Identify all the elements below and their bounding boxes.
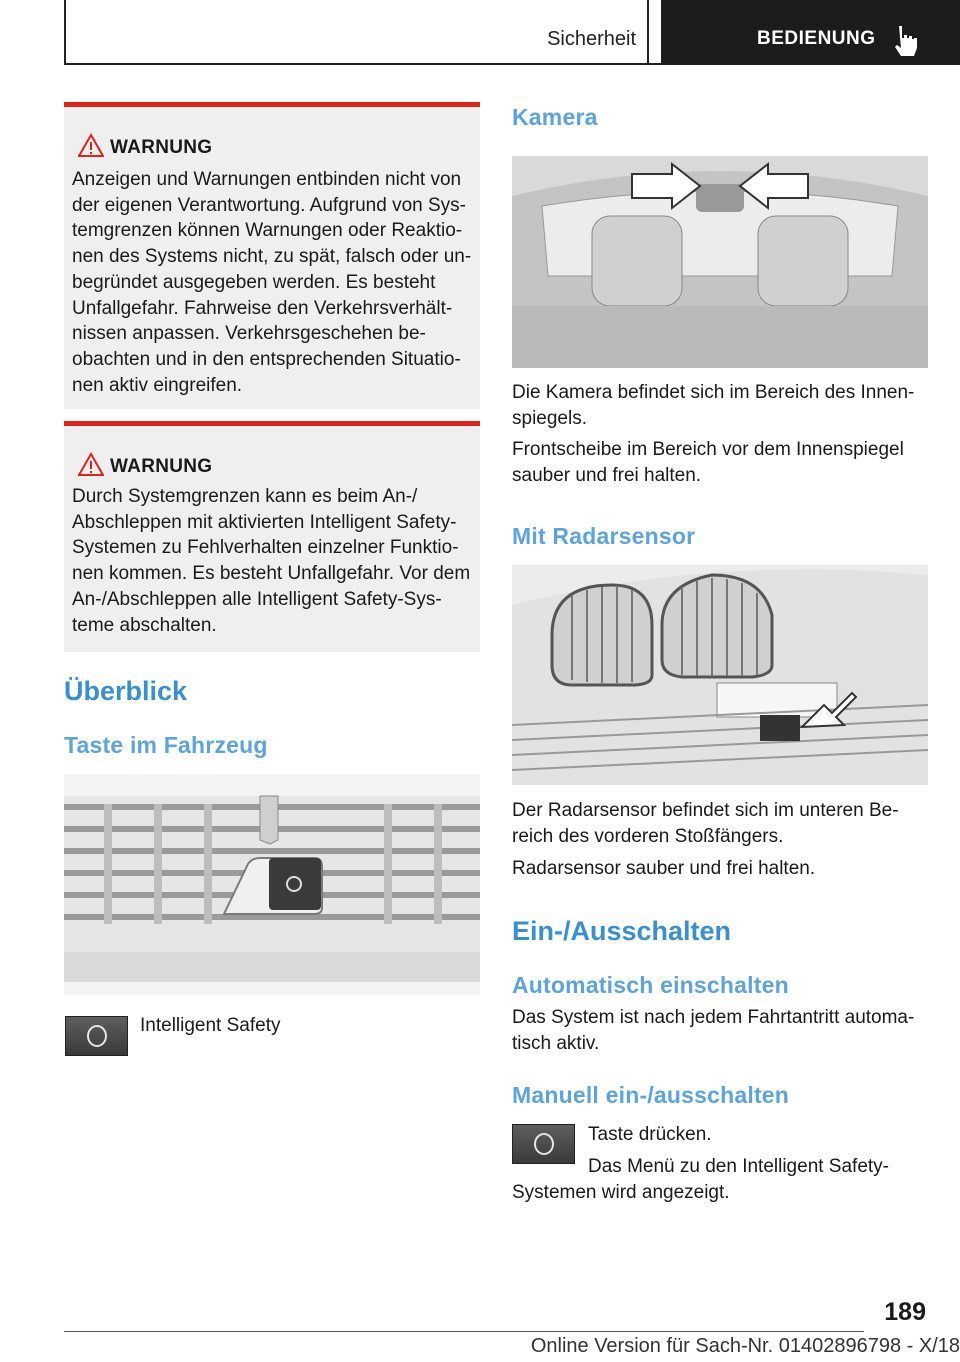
camera-paragraph-1: Die Kamera befindet sich im Bereich des Innen- spiegels. (512, 382, 915, 429)
manual-paragraph-2-line-2: Systemen wird angezeigt. (512, 1182, 730, 1203)
warning-line: Abschleppen mit aktivierten Intelligent Safety- (72, 511, 457, 533)
warning-box-2 (64, 421, 480, 652)
manual-paragraph-2-line-1: Das Menü zu den Intelligent Safety- (588, 1156, 890, 1177)
intelligent-safety-icon (512, 1124, 575, 1164)
camera-paragraph-2: Frontscheibe im Bereich vor dem Innenspiegel sauber und frei halten. (512, 439, 904, 486)
warning-line: begründet ausgegeben werden. Es besteht (72, 271, 436, 293)
pointing-hand-icon (893, 24, 919, 56)
warning-line: nen des Systems nicht, zu spät, falsch oder un- (72, 246, 472, 268)
heading-button-in-vehicle: Taste im Fahrzeug (64, 732, 268, 758)
warning-text (72, 167, 474, 398)
footer-rule (64, 1331, 864, 1332)
warning-title: WARNUNG (110, 456, 213, 477)
page-number: 189 (884, 1298, 926, 1326)
warning-triangle-icon (78, 133, 104, 159)
section-title: Sicherheit (547, 28, 636, 50)
warning-title: WARNUNG (110, 137, 213, 158)
button-caption: Intelligent Safety (140, 1015, 281, 1036)
warning-line: Systemen zu Fehlverhalten einzelner Funktio- (72, 537, 459, 559)
warning-line: nissen anpassen. Verkehrsgeschehen be- (72, 323, 426, 345)
heading-auto-on: Automatisch einschalten (512, 972, 789, 998)
heading-camera: Kamera (512, 104, 598, 130)
warning-line: Anzeigen und Warnungen entbinden nicht von (72, 169, 462, 190)
warning-line: Unfallgefahr. Fahrweise den Verkehrsverhält- (72, 297, 453, 319)
radar-image (512, 565, 928, 785)
chapter-tab[interactable] (661, 0, 960, 64)
warning-triangle-icon (78, 452, 104, 478)
footer-online-version: Online Version für Sach-Nr. 01402896798 - X/18 (530, 1335, 960, 1357)
heading-manual-on-off: Manuell ein-/ausschalten (512, 1082, 790, 1108)
auto-paragraph: Das System ist nach jedem Fahrtantritt automa- tisch aktiv. (512, 1007, 915, 1054)
manual-paragraph-1: Taste drücken. (588, 1124, 712, 1145)
intelligent-safety-icon (65, 1016, 128, 1056)
radar-paragraph-1: Der Radarsensor befindet sich im unteren Be- reich des vorderen Stoßfängers. (512, 800, 899, 847)
heading-radar: Mit Radarsensor (512, 523, 696, 549)
radar-paragraph-2: Radarsensor sauber und frei halten. (512, 858, 816, 879)
camera-image (512, 156, 928, 368)
chapter-tab-label: BEDIENUNG (757, 28, 876, 49)
warning-line: temgrenzen können Warnungen oder Reaktio- (72, 220, 463, 242)
warning-text (72, 484, 474, 638)
warning-line: nen kommen. Es besteht Unfallgefahr. Vor dem (72, 563, 471, 585)
dashboard-button-image (64, 774, 480, 995)
warning-line: nen aktiv eingreifen. (72, 374, 243, 396)
warning-line: An-/Abschleppen alle Intelligent Safety-Sys- (72, 588, 442, 610)
heading-on-off: Ein-/Ausschalten (512, 916, 732, 946)
warning-line: teme abschalten. (72, 614, 217, 636)
warning-line: der eigenen Verantwortung. Aufgrund von Sys- (72, 194, 466, 216)
heading-overview: Überblick (64, 676, 188, 706)
warning-line: obachten und in den entsprechenden Situatio- (72, 348, 461, 370)
warning-line: Durch Systemgrenzen kann es beim An-/ (72, 486, 418, 507)
warning-box-1 (64, 102, 480, 409)
